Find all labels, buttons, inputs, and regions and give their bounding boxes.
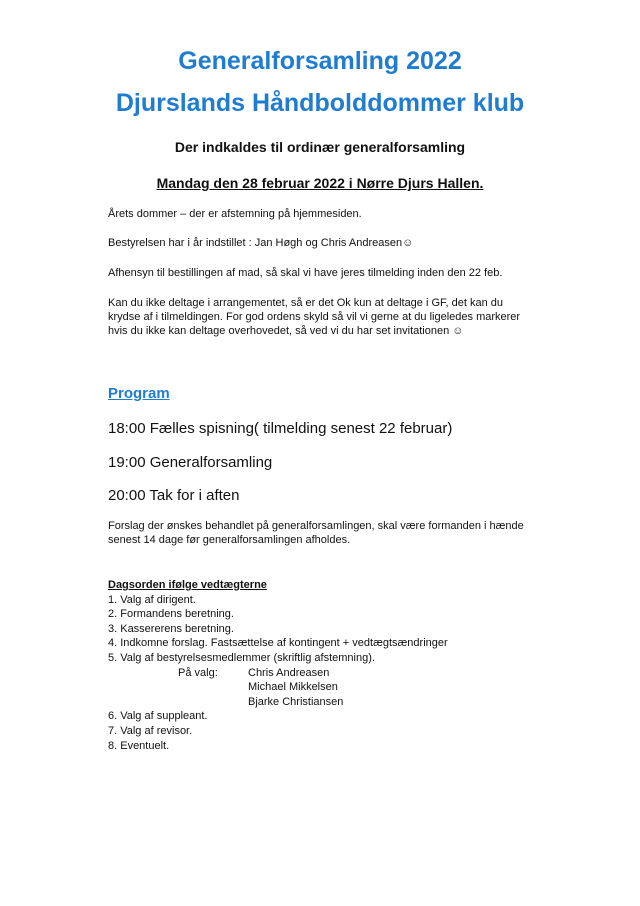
candidate-list — [108, 666, 538, 710]
program-item: 18:00 Fælles spisning( tilmelding senest 22 februar) — [108, 420, 453, 437]
intro-paragraph-1: Årets dommer – der er afstemning på hjemmesiden. — [108, 208, 362, 220]
program-item: 20:00 Tak for i aften — [108, 487, 240, 504]
program-heading: Program — [108, 385, 170, 402]
subtitle: Der indkaldes til ordinær generalforsamling — [174, 139, 466, 155]
agenda-item: 6. Valg af suppleant. — [108, 710, 208, 723]
page-title: Generalforsamling 2022 — [178, 47, 462, 75]
agenda — [108, 578, 538, 753]
agenda-item: 1. Valg af dirigent. — [108, 593, 196, 606]
candidates-label: På valg: — [178, 666, 218, 679]
agenda-heading: Dagsorden ifølge vedtægterne — [108, 579, 267, 591]
intro-paragraph-2: Bestyrelsen har i år indstillet : Jan Høgh og Chris Andreasen☺ — [108, 237, 414, 249]
candidate-name: Michael Mikkelsen — [248, 681, 338, 694]
intro-paragraph-4: Kan du ikke deltage i arrangementet, så er det Ok kun at deltage i GF, det kan du krydse af i tilmeldingen. For god ordens skyld så vil vi gerne at du ligeledes markerer hvis du ikke kan deltage overhovedet, så ved vi du har set invitationen ☺ — [108, 297, 521, 337]
proposals-note: Forslag der ønskes behandlet på generalforsamlingen, skal være formanden i hænde senest 14 dage før generalforsamlingen afholdes. — [108, 520, 524, 546]
agenda-item: 8. Eventuelt. — [108, 739, 170, 752]
agenda-item: 5. Valg af bestyrelsesmedlemmer (skriftlig afstemning). — [108, 651, 375, 664]
agenda-item: 2. Formandens beretning. — [108, 608, 234, 621]
program-item: 19:00 Generalforsamling — [108, 454, 273, 471]
intro-paragraph-3: Afhensyn til bestillingen af mad, så skal vi have jeres tilmelding inden den 22 feb. — [108, 267, 503, 279]
candidate-name: Bjarke Christiansen — [248, 695, 344, 708]
club-name: Djurslands Håndbolddommer klub — [115, 89, 525, 117]
agenda-item: 3. Kassererens beretning. — [108, 622, 234, 635]
agenda-item: 7. Valg af revisor. — [108, 724, 193, 737]
agenda-item: 4. Indkomne forslag. Fastsættelse af kontingent + vedtægtsændringer — [108, 637, 448, 650]
date-location: Mandag den 28 februar 2022 i Nørre Djurs Hallen. — [156, 175, 484, 191]
candidate-name: Chris Andreasen — [248, 666, 330, 679]
